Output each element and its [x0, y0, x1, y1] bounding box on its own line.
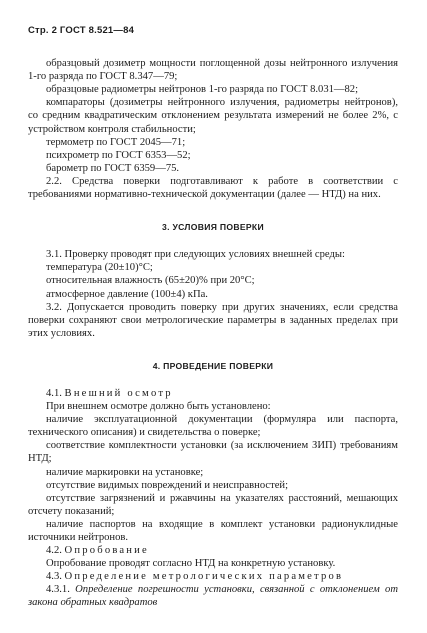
- section-heading: 4. ПРОВЕДЕНИЕ ПОВЕРКИ: [152, 360, 274, 371]
- subsection-heading: [28, 387, 398, 400]
- paragraph: барометр по ГОСТ 6359—75.: [46, 162, 180, 174]
- section-4-body: [28, 387, 398, 610]
- subsection-number: 4.1.: [46, 387, 62, 399]
- subsection-number: 4.3.: [46, 571, 62, 583]
- page-header: Стр. 2 ГОСТ 8.521—84: [28, 25, 135, 36]
- subsection-heading: [28, 583, 398, 609]
- paragraph: 3.2. Допускается проводить поверку при других значениях, если средства поверки сохраняют свои метрологические параметры в заданных пределах при этих условиях.: [28, 301, 398, 339]
- section-3-body: [28, 248, 398, 340]
- paragraph: компараторы (дозиметры нейтронного излучения, радиометры нейтронов), со средним квадратическим отклонением результата измерений не более 2%, с устройством контроля стабильности;: [28, 97, 398, 135]
- paragraph: психрометр по ГОСТ 6353—52;: [46, 149, 191, 161]
- paragraph: термометр по ГОСТ 2045—71;: [46, 136, 186, 148]
- paragraph: атмосферное давление (100±4) кПа.: [46, 288, 208, 300]
- tools-list: [28, 57, 398, 201]
- subsection-number: 4.3.1.: [46, 584, 70, 596]
- paragraph: образцовые радиометры нейтронов 1-го разряда по ГОСТ 8.031—82;: [46, 84, 359, 96]
- paragraph: наличие паспортов на входящие в комплект установки радионуклидные источники нейтронов.: [28, 518, 398, 543]
- paragraph: 3.1. Проверку проводят при следующих условиях внешней среды:: [46, 249, 345, 261]
- paragraph: отсутствие видимых повреждений и неисправностей;: [46, 479, 289, 491]
- paragraph: температура (20±10)°С;: [46, 262, 153, 274]
- paragraph: соответствие комплектности установки (за исключением ЗИП) требованиям НТД;: [28, 440, 398, 465]
- paragraph: наличие эксплуатационной документации (формуляра или паспорта, технического описания) и свидетельства о поверке;: [28, 414, 398, 439]
- document-page: [28, 24, 398, 610]
- subsection-number: 4.2.: [46, 545, 62, 557]
- paragraph: 2.2. Средства поверки подготавливают к работе в соответствии с требованиями нормативно-технической документации (далее — НТД) на них.: [28, 175, 398, 201]
- subsection-heading: [28, 570, 398, 583]
- subsection-title: Определение метрологических параметров: [64, 571, 344, 583]
- subsection-title: Опробование: [64, 545, 149, 557]
- section-heading: 3. УСЛОВИЯ ПОВЕРКИ: [162, 222, 264, 233]
- paragraph: наличие маркировки на установке;: [46, 466, 204, 478]
- paragraph: Опробование проводят согласно НТД на конкретную установку.: [46, 558, 336, 570]
- paragraph: При внешнем осмотре должно быть установлено:: [46, 401, 271, 413]
- paragraph: образцовый дозиметр мощности поглощенной дозы нейтронного излучения 1-го разряда по ГОСТ 8.347—79;: [28, 58, 398, 83]
- subsection-heading: [28, 544, 398, 557]
- subsection-title: Определение погрешности установки, связанной с отклонением от закона обратных квадратов: [28, 584, 399, 609]
- paragraph: отсутствие загрязнений и ржавчины на указателях расстояний, мешающих отсчету показаний;: [28, 492, 398, 517]
- paragraph: относительная влажность (65±20)% при 20°С;: [46, 275, 255, 287]
- subsection-title: Внешний осмотр: [64, 387, 173, 399]
